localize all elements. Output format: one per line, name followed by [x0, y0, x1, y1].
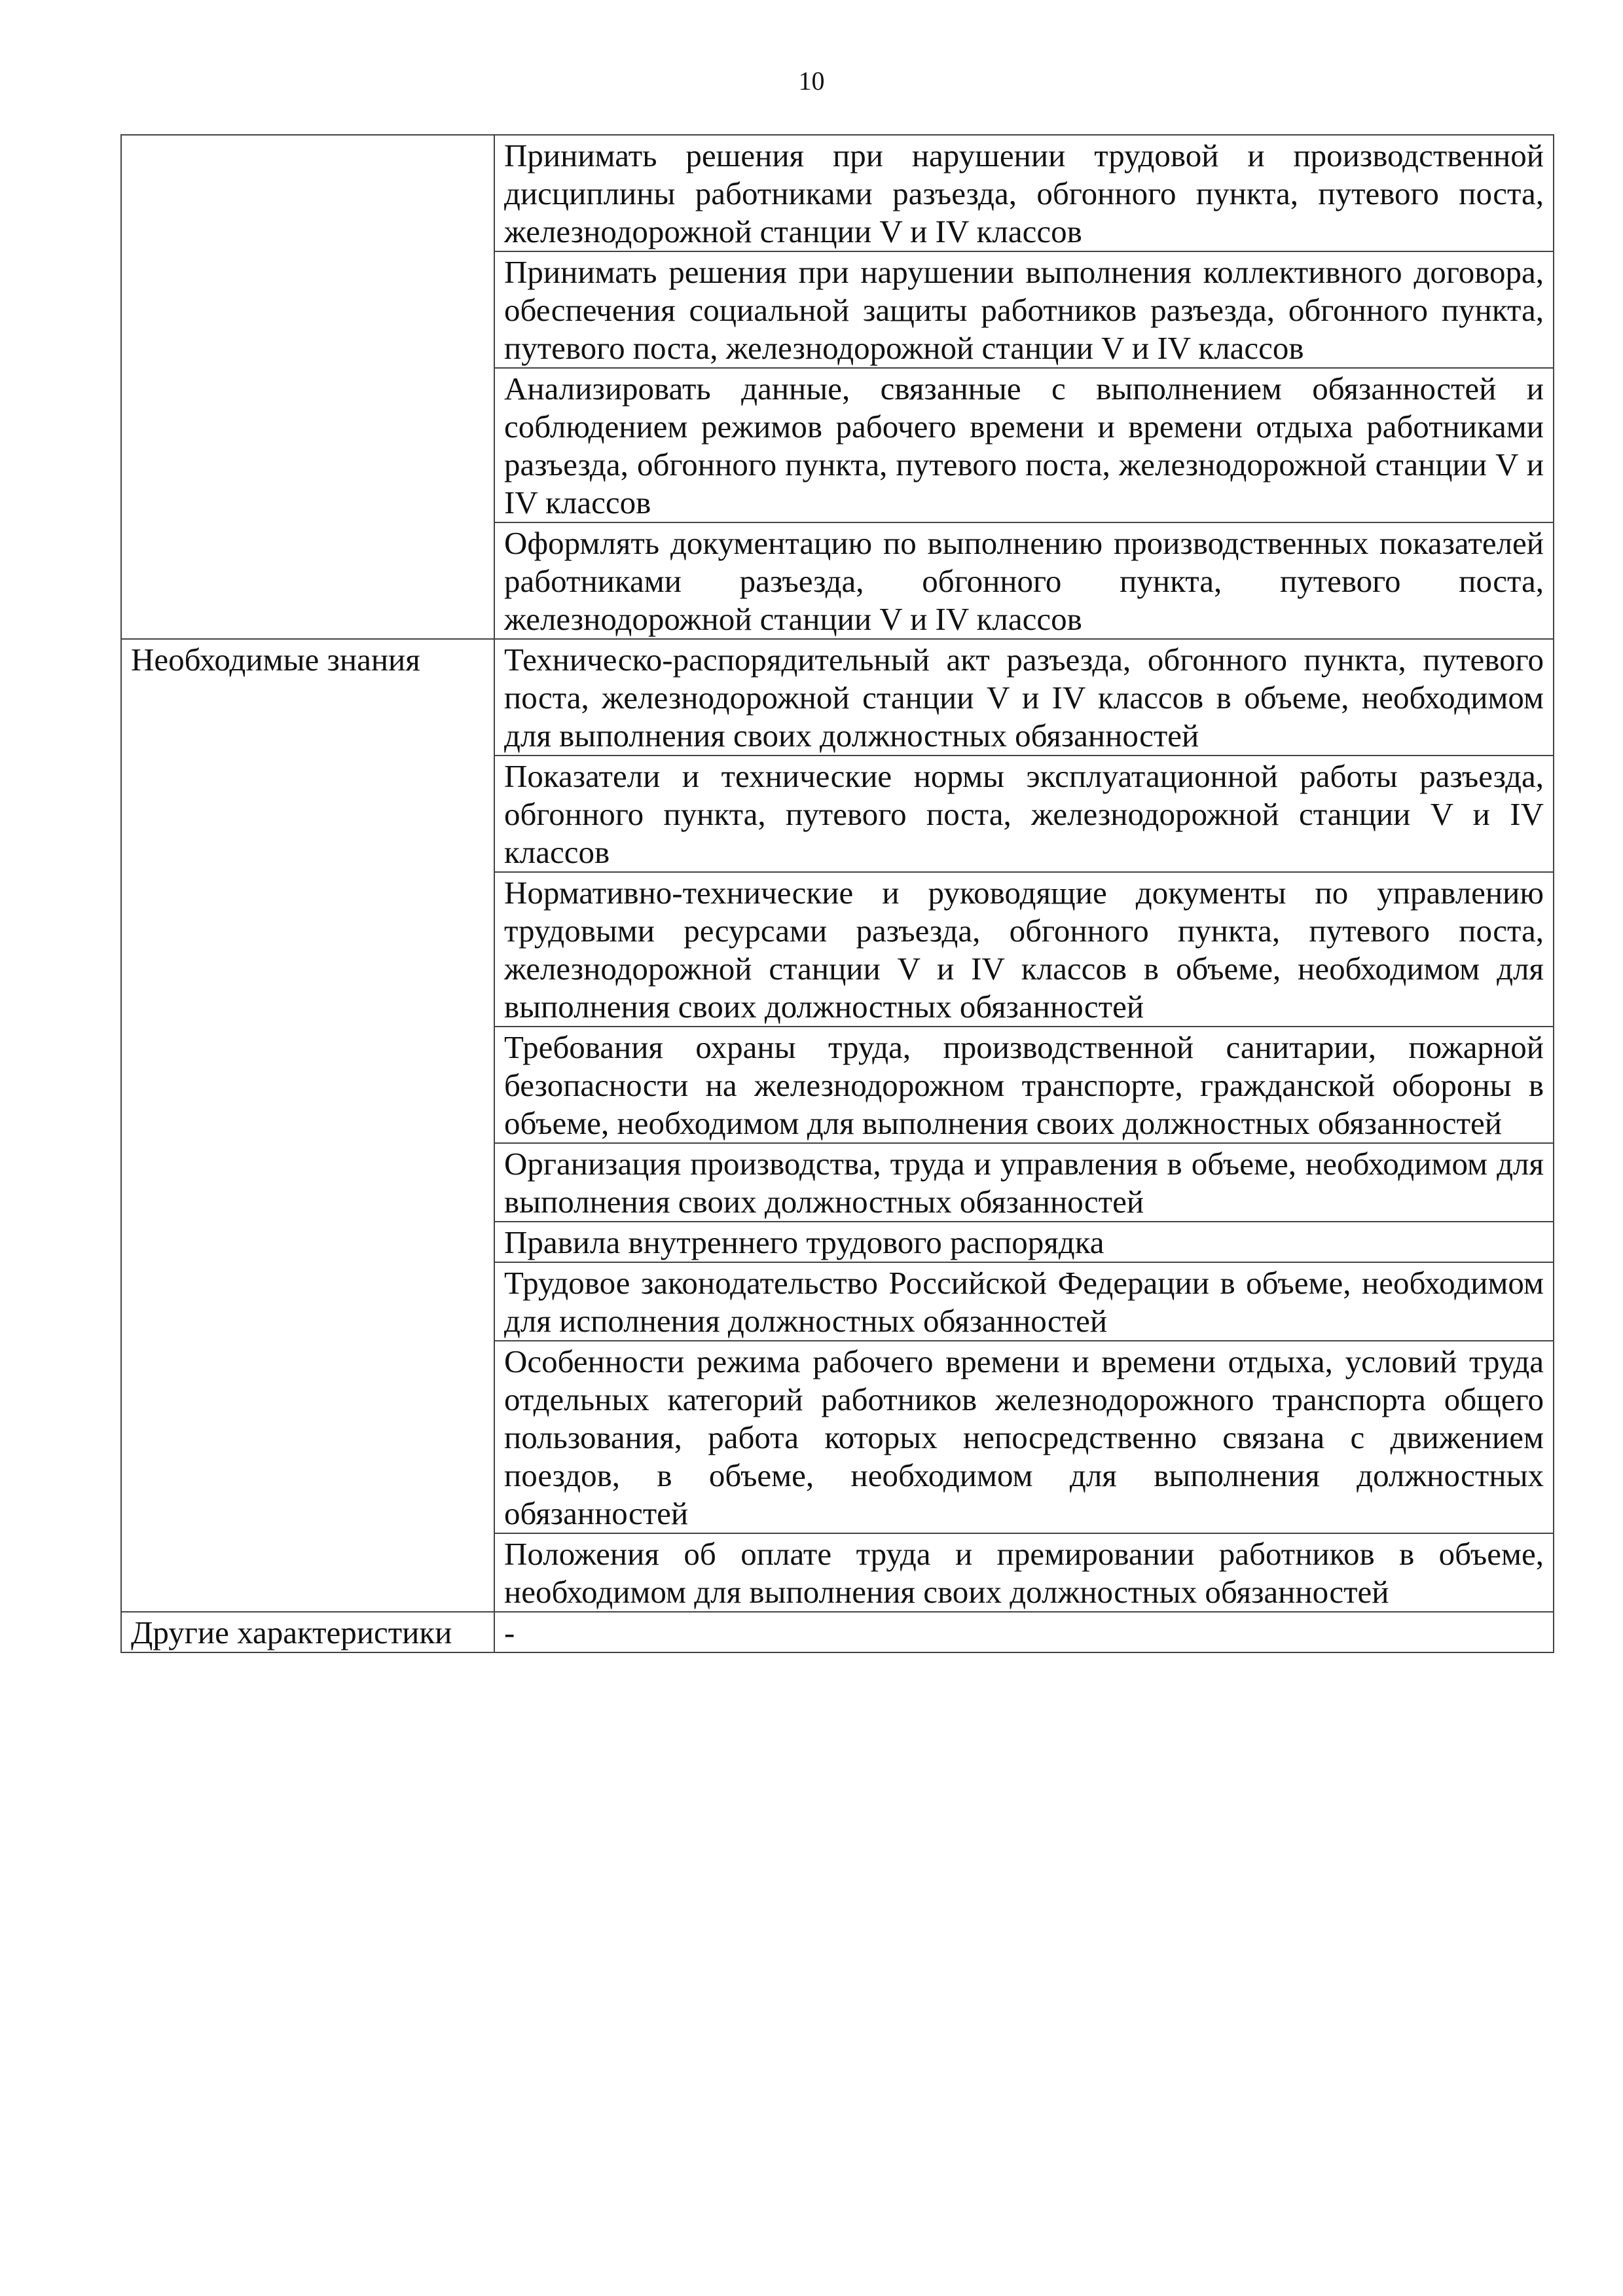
job-requirements-table [120, 134, 1554, 1653]
skill-item: Анализировать данные, связанные с выполнением обязанностей и соблюдением режимов рабочего времени и времени отдыха работниками разъезда, обгонного пункта, путевого поста, железнодорожной станции V и IV классов [494, 368, 1554, 522]
section-label-empty [121, 135, 494, 639]
knowledge-item: Особенности режима рабочего времени и времени отдыха, условий труда отдельных категорий работников железнодорожного транспорта общего пользования, работа которых непосредственно связана с движением поездов, в объеме, необходимом для выполнения должностных обязанностей [494, 1341, 1554, 1533]
table-row [121, 1612, 1554, 1652]
other-characteristics-label: Другие характеристики [121, 1612, 494, 1652]
knowledge-item: Показатели и технические нормы эксплуатационной работы разъезда, обгонного пункта, путевого поста, железнодорожной станции V и IV классов [494, 756, 1554, 872]
knowledge-item: Нормативно-технические и руководящие документы по управлению трудовыми ресурсами разъезда, обгонного пункта, путевого поста, железнодорожной станции V и IV классов в объеме, необходимом для выполнения своих должностных обязанностей [494, 872, 1554, 1027]
skill-item: Принимать решения при нарушении выполнения коллективного договора, обеспечения социальной защиты работников разъезда, обгонного пункта, путевого поста, железнодорожной станции V и IV классов [494, 251, 1554, 368]
knowledge-label: Необходимые знания [121, 639, 494, 1612]
page-number: 10 [798, 66, 825, 96]
knowledge-item: Требования охраны труда, производственной санитарии, пожарной безопасности на железнодорожном транспорте, гражданской обороны в объеме, необходимом для выполнения своих должностных обязанностей [494, 1027, 1554, 1143]
knowledge-item: Организация производства, труда и управления в объеме, необходимом для выполнения своих должностных обязанностей [494, 1143, 1554, 1222]
skill-item: Оформлять документацию по выполнению производственных показателей работниками разъезда, обгонного пункта, путевого поста, железнодорожной станции V и IV классов [494, 522, 1554, 639]
knowledge-item: Правила внутреннего трудового распорядка [494, 1222, 1554, 1262]
table-row [121, 135, 1554, 251]
table-row [121, 639, 1554, 756]
other-characteristics-value: - [494, 1612, 1554, 1652]
knowledge-item: Положения об оплате труда и премировании работников в объеме, необходимом для выполнения своих должностных обязанностей [494, 1533, 1554, 1612]
knowledge-item: Трудовое законодательство Российской Федерации в объеме, необходимом для исполнения должностных обязанностей [494, 1262, 1554, 1341]
skill-item: Принимать решения при нарушении трудовой и производственной дисциплины работниками разъезда, обгонного пункта, путевого поста, железнодорожной станции V и IV классов [494, 135, 1554, 251]
knowledge-item: Техническо-распорядительный акт разъезда, обгонного пункта, путевого поста, железнодорожной станции V и IV классов в объеме, необходимом для выполнения своих должностных обязанностей [494, 639, 1554, 756]
